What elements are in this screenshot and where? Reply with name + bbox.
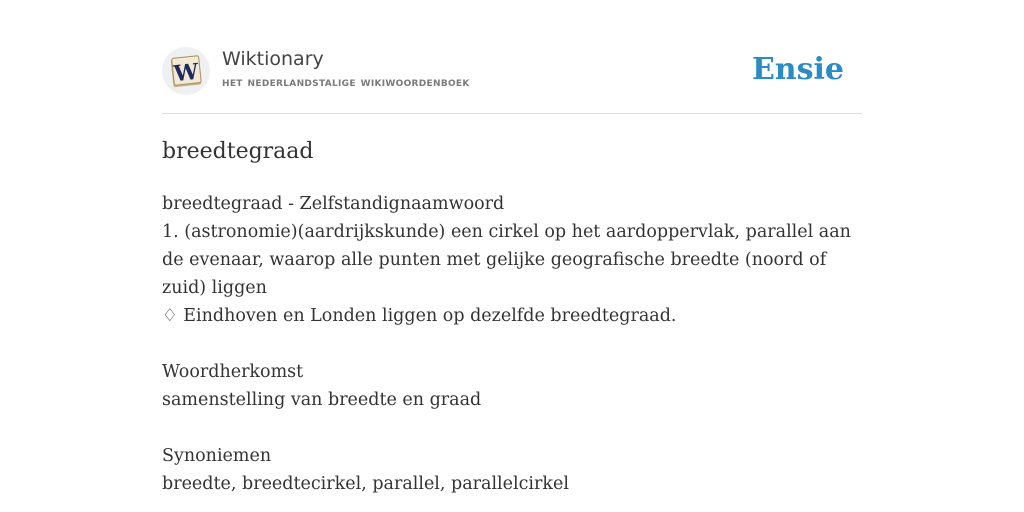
- entry-content: [162, 190, 862, 498]
- etymology-text: samenstelling van breedte en graad: [162, 390, 482, 410]
- synonyms-text: breedte, breedtecirkel, parallel, parallelcirkel: [162, 474, 569, 494]
- spacer: [162, 414, 862, 442]
- wiktionary-logo[interactable]: [162, 47, 210, 95]
- site-name[interactable]: Wiktionary: [222, 48, 324, 70]
- site-header: [162, 44, 862, 100]
- entry-heading: breedtegraad - Zelfstandignaamwoord: [162, 194, 505, 214]
- etymology-label: Woordherkomst: [162, 362, 304, 382]
- page-title: breedtegraad: [162, 139, 314, 164]
- logo-letter: W: [172, 58, 200, 88]
- entry-example: ♢ Eindhoven en Londen liggen op dezelfde breedtegraad.: [162, 306, 677, 326]
- site-tagline: het nederlandstalige wikiwoordenboek: [222, 75, 470, 90]
- synonyms-label: Synoniemen: [162, 446, 272, 466]
- ensie-brand-logo[interactable]: Ensie: [751, 52, 844, 87]
- spacer: [162, 330, 862, 358]
- wiktionary-tile-icon: [166, 51, 206, 91]
- header-divider: [162, 113, 862, 114]
- entry-definition: 1. (astronomie)(aardrijkskunde) een cirkel op het aardoppervlak, parallel aan de evenaar, waarop alle punten met gelijke geografische breedte (noord of zuid) liggen: [162, 222, 851, 298]
